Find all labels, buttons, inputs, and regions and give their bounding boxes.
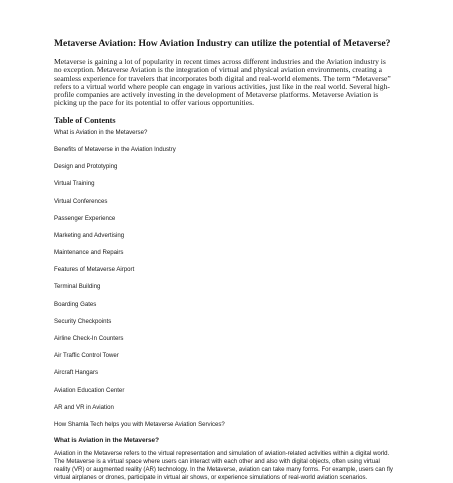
toc-heading: Table of Contents bbox=[54, 115, 116, 125]
toc-item[interactable]: Maintenance and Repairs bbox=[54, 249, 124, 257]
toc-item[interactable]: Virtual Training bbox=[54, 180, 95, 188]
toc-item[interactable]: Security Checkpoints bbox=[54, 317, 112, 325]
toc-item[interactable]: Marketing and Advertising bbox=[54, 231, 125, 239]
toc-item[interactable]: Design and Prototyping bbox=[54, 163, 118, 171]
table-of-contents bbox=[54, 129, 394, 428]
toc-item[interactable]: Aviation Education Center bbox=[54, 386, 125, 394]
toc-item[interactable]: Airline Check-In Counters bbox=[54, 335, 124, 343]
toc-item[interactable]: Terminal Building bbox=[54, 283, 101, 291]
toc-item[interactable]: Features of Metaverse Airport bbox=[54, 266, 135, 274]
document-title: Metaverse Aviation: How Aviation Industry can utilize the potential of Metaverse? bbox=[54, 38, 391, 49]
document-content bbox=[54, 38, 394, 483]
section-heading: What is Aviation in the Metaverse? bbox=[54, 437, 159, 445]
section-body: Aviation in the Metaverse refers to the virtual representation and simulation of aviation-related activities within a digital world. The Metaverse is a virtual space where users can interact with each other and also with digital objects, often using virtual reality (VR) or augmented reality (AR) technology. In the Metaverse, aviation can take many forms. For example, users can fly virtual airplanes or drones, participate in virtual air shows, or experience simulations of real-world aviation scenarios. bbox=[54, 450, 393, 482]
toc-item[interactable]: Benefits of Metaverse in the Aviation Industry bbox=[54, 145, 176, 153]
toc-item[interactable]: Virtual Conferences bbox=[54, 197, 108, 205]
toc-item[interactable]: Air Traffic Control Tower bbox=[54, 352, 119, 360]
toc-item[interactable]: Boarding Gates bbox=[54, 300, 97, 308]
toc-item[interactable]: AR and VR in Aviation bbox=[54, 403, 114, 411]
toc-item[interactable]: How Shamla Tech helps you with Metaverse Aviation Services? bbox=[54, 420, 225, 428]
intro-paragraph: Metaverse is gaining a lot of popularity in recent times across different industries and the Aviation industry is no exception. Metaverse Aviation is the integration of virtual and physical aviation environments, creating a seamless experience for travelers that incorporates both digital and real-world elements. The term “Metaverse” refers to a virtual world where people can engage in various activities, just like in the real world. Several high-profile companies are actively investing in the development of Metaverse platforms. Metaverse Aviation is picking up the pace for its potential to offer various opportunities. bbox=[54, 57, 391, 108]
toc-item[interactable]: Passenger Experience bbox=[54, 214, 116, 222]
toc-item[interactable]: Aircraft Hangars bbox=[54, 369, 99, 377]
toc-item[interactable]: What is Aviation in the Metaverse? bbox=[54, 128, 148, 136]
